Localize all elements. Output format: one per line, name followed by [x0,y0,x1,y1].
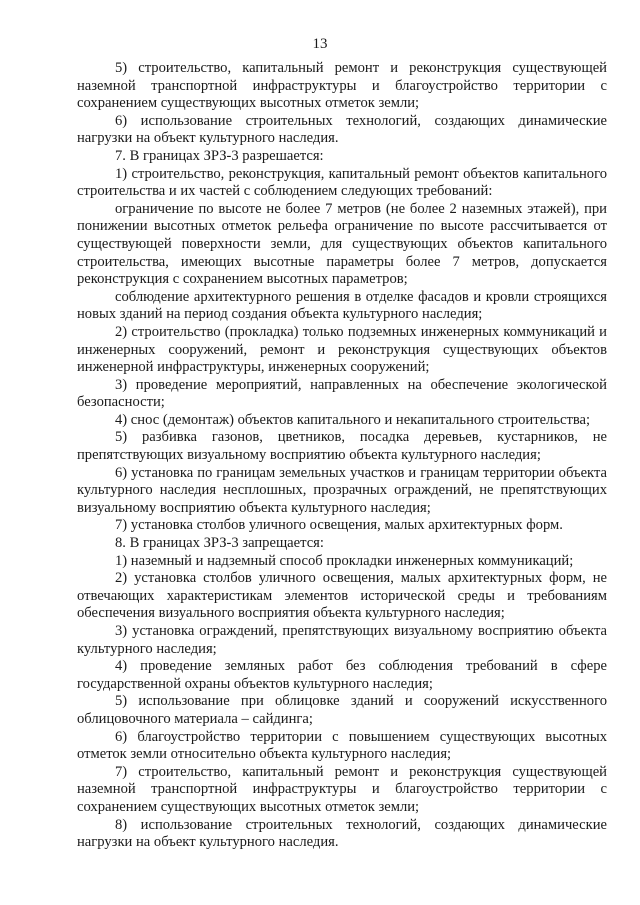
paragraph: 6) использование строительных технологий, создающих динамические нагрузки на объект культурного наследия. [77,112,607,147]
paragraph: 5) использование при облицовке зданий и сооружений искусственного облицовочного материала – сайдинга; [77,693,607,727]
paragraph: 3) проведение мероприятий, направленных на обеспечение экологической безопасности; [77,376,607,411]
paragraph: 2) установка столбов уличного освещения, малых архитектурных форм, не отвечающих характеристикам элементов исторической среды и требованиям обеспечения визуального восприятия объекта культурного наследия; [77,570,607,622]
paragraph: 8) использование строительных технологий, создающих динамические нагрузки на объект культурного наследия. [77,816,607,851]
paragraph: 1) наземный и надземный способ прокладки инженерных коммуникаций; [115,552,574,569]
section-heading: 8. В границах ЗРЗ-3 запрещается: [115,535,324,552]
paragraph: 1) строительство, реконструкция, капитальный ремонт объектов капитального строительства и их частей с соблюдением следующих требований: [77,165,607,200]
document-body [77,60,607,852]
paragraph: 5) разбивка газонов, цветников, посадка деревьев, кустарников, не препятствующих визуальному восприятию объекта культурного наследия; [77,429,607,464]
page-number: 13 [312,36,328,52]
paragraph: 7) установка столбов уличного освещения, малых архитектурных форм. [115,517,563,534]
paragraph: 2) строительство (прокладка) только подземных инженерных коммуникаций и инженерных сооружений, ремонт и реконструкция существующих объектов инженерной инфраструктуры, инженерных сооружений; [77,323,607,376]
paragraph: 7) строительство, капитальный ремонт и реконструкция существующей наземной транспортной инфраструктуры и благоустройство территории с сохранением существующих высотных отметок земли; [77,763,607,815]
paragraph: 5) строительство, капитальный ремонт и реконструкция существующей наземной транспортной инфраструктуры и благоустройство территории с сохранением существующих высотных отметок земли; [77,60,607,112]
paragraph: 4) снос (демонтаж) объектов капитального и некапитального строительства; [115,411,591,428]
paragraph: 4) проведение земляных работ без соблюдения требований в сфере государственной охраны объектов культурного наследия; [77,658,607,692]
section-heading: 7. В границах ЗРЗ-3 разрешается: [115,147,324,164]
paragraph: 6) установка по границам земельных участков и границам территории объекта культурного наследия несплошных, прозрачных ограждений, не препятствующих визуальному восприятию объекта культурного наследия; [77,464,607,516]
paragraph: 6) благоустройство территории с повышением существующих высотных отметок земли относительно объекта культурного наследия; [77,728,607,763]
paragraph: 3) установка ограждений, препятствующих визуальному восприятию объекта культурного наследия; [77,623,607,657]
paragraph: соблюдение архитектурного решения в отделке фасадов и кровли строящихся новых зданий на период создания объекта культурного наследия; [77,288,607,323]
paragraph: ограничение по высоте не более 7 метров (не более 2 наземных этажей), при понижении высотных отметок рельефа ограничение по высоте рассчитывается от существующей поверхности земли, для существующих объектов капитального строительства, имеющих высотные параметры более 7 метров, допускается реконструкция с сохранением высотных параметров; [77,200,607,288]
